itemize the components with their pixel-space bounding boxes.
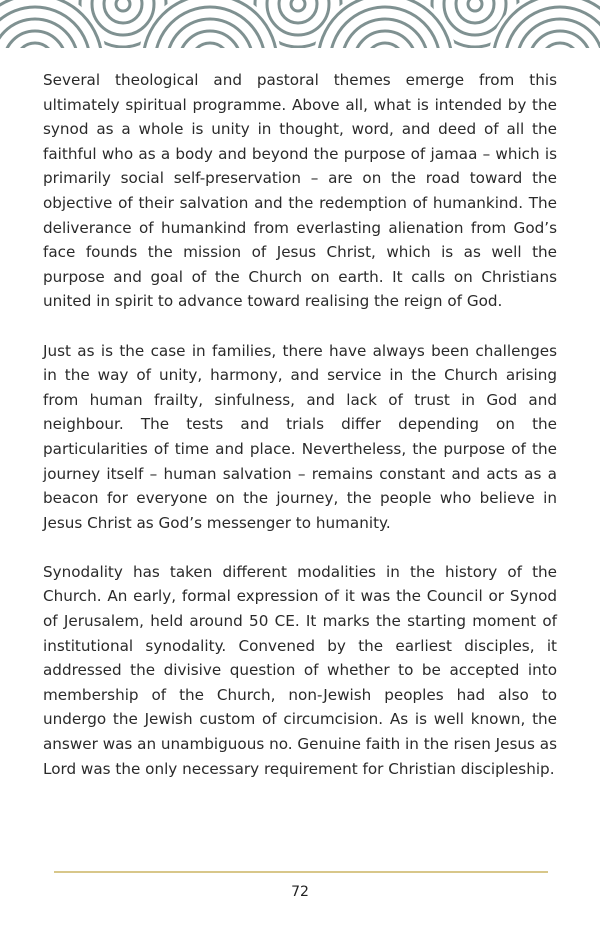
body-text: [43, 68, 557, 806]
paragraph: Synodality has taken different modalities in the history of the Church. An early, formal expression of it was the Council or Synod of Jerusalem, held around 50 CE. It marks the starting moment of institutional synodality. Convened by the earliest disciples, it addressed the divisive question of whether to be accepted into membership of the Church, non-Jewish peoples had also to undergo the Jewish custom of circumcision. As is well known, the answer was an unambiguous no. Genuine faith in the risen Jesus as Lord was the only necessary requirement for Christian discipleship.: [43, 562, 557, 778]
paragraph: Just as is the case in families, there have always been challenges in the way of unity, harmony, and service in the Church arising from human frailty, sinfulness, and lack of trust in God and neighbour. The tests and trials differ depending on the particularities of time and place. Nevertheless, the purpose of the journey itself – human salvation – remains constant and acts as a beacon for everyone on the journey, the people who believe in Jesus Christ as God’s messenger to humanity.: [43, 341, 557, 532]
page-number: 72: [291, 884, 309, 900]
paragraph: Several theological and pastoral themes emerge from this ultimately spiritual programme. Above all, what is intended by the synod as a whole is unity in thought, word, and deed of all the faithful who as a body and beyond the purpose of jamaa – which is primarily social self-preservation – are on the road toward the objective of their salvation and the redemption of humankind. The deliverance of humankind from everlasting alienation from God’s face founds the mission of Jesus Christ, which is as well the purpose and goal of the Church on earth. It calls on Christians united in spirit to advance toward realising the reign of God.: [43, 71, 557, 311]
decorative-arc-pattern-header: [0, 0, 600, 48]
footer-divider: [54, 871, 548, 873]
